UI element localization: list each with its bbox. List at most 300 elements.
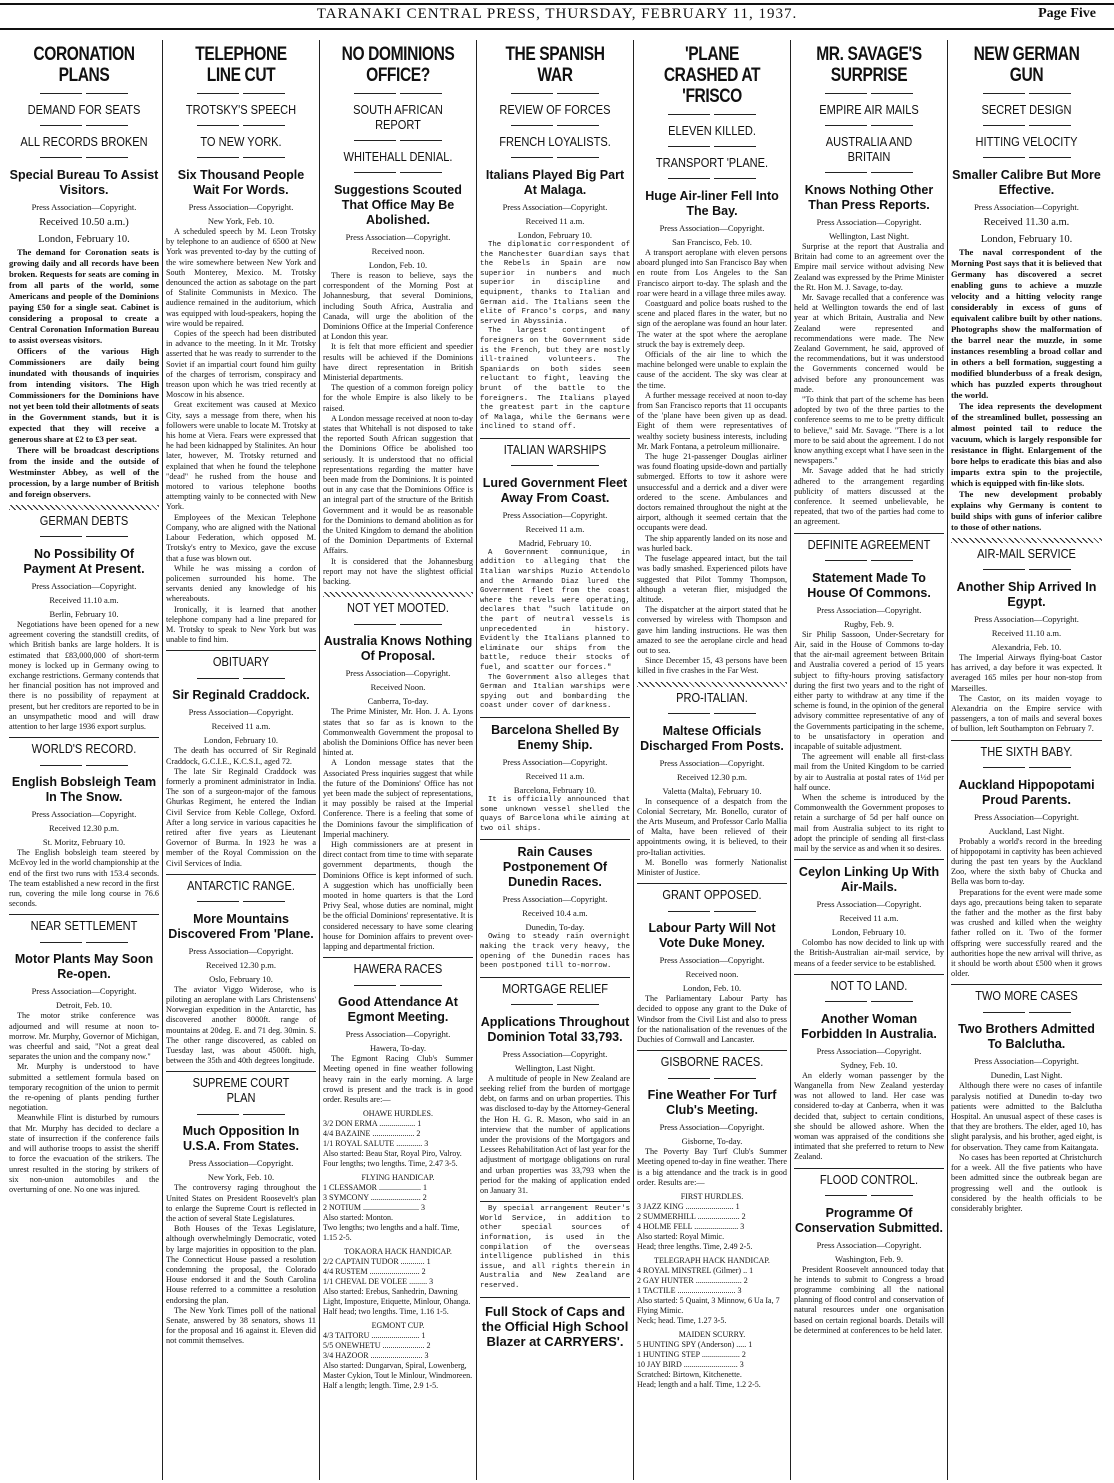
paragraph: Officials of the air line to which the machine belonged were unable to explain the cause of the accident. The sky was clear at the time. <box>637 350 787 390</box>
result-line: 1/1 CHEVAL DE VOLEE ......... 3 <box>323 1277 434 1287</box>
ornament-rule <box>637 1072 787 1083</box>
result-line: 4/3 TAITORU ........................ 1 <box>323 1331 426 1341</box>
paragraph: The death has occurred of Sir Reginald Craddock, G.C.I.E., K.C.S.I., aged 72. <box>166 746 316 766</box>
paragraph: While he was missing a cordon of policemen surrounded his home. The servants denied any knowledge of his whereabouts. <box>166 563 316 604</box>
ornament-rule <box>951 88 1102 99</box>
ornament-rule <box>9 88 159 99</box>
ornament-rule <box>166 152 316 163</box>
article-body <box>166 985 316 1067</box>
paragraph: The New York Times poll of the national Senate, answered by 38 senators, shows 11 for the proposal and 16 against it. Eleven did not commit themselves. <box>166 1305 316 1346</box>
article <box>951 538 1102 735</box>
article <box>951 984 1102 1214</box>
article <box>323 44 473 587</box>
article-deck: Good Attendance At Egmont Meeting. <box>338 995 458 1025</box>
paragraph: The English bobsleigh team steered by McEvoy led in the world championship at the end of the first two runs with 153.4 seconds. The team established a new record in the first run, covering the mile long course in 76.6 seconds. <box>9 848 159 909</box>
result-line: 2 NOTIUM ............................ 3 <box>323 1203 425 1213</box>
dateline: Press Association—Copyright. <box>816 1045 922 1056</box>
dateline: Press Association—Copyright. <box>816 899 922 910</box>
ornament-rule <box>166 896 316 907</box>
article-divider <box>166 1071 316 1072</box>
article-divider <box>323 957 473 958</box>
result-line: Also started: Monton. <box>323 1213 393 1223</box>
dateline: London, February 10. <box>517 230 593 240</box>
paragraph: Meanwhile Flint is disturbed by rumours that Mr. Murphy has decided to declare a state of insurrection if the conference fails and will authorise troops to assist the sheriff to force the evacuation of the strikers. The unrest resulted in the storing by strikers of six non-union automobiles and the overturning of one. No one was injured. <box>9 1113 159 1194</box>
article-subhead: SOUTH AFRICAN REPORT <box>353 102 443 132</box>
ornament-rule <box>794 120 944 131</box>
article-divider <box>794 974 944 975</box>
paragraph: The Government also alleges that German and Italian warships were spying out and bombarding the coast under cover of darkness. <box>480 673 630 711</box>
paragraph: The huge 21-passenger Douglas airliner was found floating upside-down and partially submerged. Efforts to tow it ashore were unsuccessful and a derrick and a diver were ordered to the scene. Ambulances and doctors remained throughout the night at the airport, although it seemed certain that the occupants were dead. <box>637 452 787 533</box>
ornament-rule <box>9 152 159 163</box>
ornament-rule <box>951 564 1102 575</box>
article-divider <box>951 538 1102 543</box>
dateline: Received 10.50 a.m.) <box>39 217 129 228</box>
paragraph: M. Bonello was formerly Nationalist Minister of Justice. <box>637 857 787 877</box>
ornament-rule <box>9 531 159 542</box>
race-name: OHAWE HURDLES. <box>362 1109 434 1119</box>
article-body <box>637 1147 787 1188</box>
result-line: Four lengths; two lengths. Time, 2.47 3-5. <box>323 1159 458 1169</box>
dateline: Press Association—Copyright. <box>31 809 137 820</box>
article-deck: Sir Reginald Craddock. <box>172 688 310 703</box>
result-line: 4 HOLME FELL ...................... 3 <box>637 1221 745 1231</box>
result-line: Also started: Erebus, Sanhedrin, Dawning Light, Imposture, Etiquette, Minlour, Ohanga. <box>323 1287 471 1307</box>
article <box>480 1201 630 1291</box>
paragraph: Officers of the various High Commissioners are daily being inundated with thousands of inquiries from intending visitors. The High Commissioners for the Dominions have not yet been told their allotments of seats in the Government stands, but it is expected that they will receive a generous share at £2 to £3 per seat. <box>9 346 159 444</box>
article-deck: No Possibility Of Payment At Present. <box>23 547 145 576</box>
dateline: Press Association—Copyright. <box>188 1158 294 1169</box>
dateline: Received 11 a.m. <box>525 523 585 534</box>
article <box>637 682 787 879</box>
article <box>794 44 944 528</box>
paragraph: The aviator Viggo Widerose, who is piloting an aeroplane with Lars Christensens' Norwegian expedition in the Antarctic, has discovered another 8000ft. range of mountains at 20deg. E. and 71 deg. 30min. S. The other range discovered, as cabled on Tuesday last, was about 4500ft. high, between the 35th and 40th degrees longitude. <box>166 984 316 1066</box>
result-line: 3 JAZZ KING ........................ 1 <box>637 1201 740 1211</box>
article-divider <box>166 650 316 651</box>
race-results <box>323 1109 473 1391</box>
ornament-rule <box>794 555 944 566</box>
article-deck: Auckland Hippopotami Proud Parents. <box>958 777 1095 807</box>
article-divider <box>794 859 944 860</box>
dateline: Dunedin, Last Night. <box>990 1070 1063 1081</box>
article-divider <box>637 883 787 884</box>
article-headline: CORONATION PLANS <box>33 44 135 86</box>
paragraph: The naval correspondent of the Morning Post says that it is believed that Germany has discovered a secret enabling guns to achieve a muzzle velocity and a hitting velocity range considerably in excess of guns of equivalent calibre built by other nations. Photographs show the malformation of the barrel near the muzzle, in some instances resembling a broad collar and in others a bell formation, suggesting a modified blunderbuss of a freak design, which has puzzled experts throughout the world. <box>951 247 1102 400</box>
race-name: MAIDEN SCURRY. <box>678 1329 746 1339</box>
article-body <box>480 1074 630 1196</box>
ornament-rule <box>323 618 473 629</box>
race-name: FLYING HANDICAP. <box>361 1173 435 1183</box>
article-body <box>480 241 630 433</box>
race-name: TELEGRAPH HACK HANDICAP. <box>654 1255 770 1265</box>
article <box>323 957 473 1391</box>
article-divider <box>9 505 159 510</box>
result-line: 4 ROYAL MINSTREL (Gilmer) .. 1 <box>637 1265 754 1275</box>
paragraph: The idea represents the development of the streamlined bullet, possessing an almost pointed tail to reduce the vacuum, which is largely responsible for resistance in flight. Enlargement of the bore helps to eradicate this bias and also imparts extra spin to the projectile, which is equipped with fin-like slots. <box>951 401 1102 488</box>
article-subhead: TRANSPORT 'PLANE. <box>655 155 769 170</box>
article-body <box>480 933 630 971</box>
ornament-rule <box>166 1108 316 1119</box>
article <box>9 505 159 732</box>
paragraph: A transport aeroplane with eleven persons aboard plunged into San Francisco Bay when en route from Los Angeles to the San Francisco airport to-day. The splash and the roar were heard in a village three miles away. <box>637 248 787 298</box>
dateline: Press Association—Copyright. <box>974 202 1079 212</box>
result-line: Head; three lengths. Time, 2.49 2-5. <box>637 1241 753 1251</box>
masthead-rule-top <box>0 3 1114 5</box>
article-headline: NEW GERMAN GUN <box>973 44 1080 86</box>
article <box>794 859 944 969</box>
ornament-rule <box>794 1190 944 1201</box>
article-deck: Knows Nothing Other Than Press Reports. <box>804 183 934 212</box>
ornament-rule <box>637 141 787 152</box>
article-subhead: GISBORNE RACES. <box>660 1054 764 1070</box>
article <box>166 44 316 645</box>
dateline: Press Association—Copyright. <box>659 1122 765 1133</box>
paragraph: The Castor, on its maiden voyage to Alexandria on the Empire service with passengers, a ton of mails and several boxes of bullion, left Southampton on February 7. <box>951 693 1102 734</box>
article-divider <box>480 839 630 840</box>
paragraph: It is considered that the Johannesburg report may not have the slightest official backing. <box>323 556 473 587</box>
dateline: Press Association—Copyright. <box>31 986 137 997</box>
paragraph: The motor strike conference was adjourned and will resume at noon to-morrow. Mr. Murphy, Governor of Michigan, was cheerful and said, "Not a great deal separates the union and the company now." <box>9 1011 159 1062</box>
ornament-rule <box>480 460 630 471</box>
dateline: Alexandria, Feb. 10. <box>991 642 1062 652</box>
paragraph: Probably a world's record in the breeding of hippopotami in captivity has been achieved during the past ten years by the Auckland Zoo, where the sixth baby of Chucka and Bella was born to-day. <box>951 836 1102 887</box>
article-divider <box>637 682 787 687</box>
paragraph: The Prime Minister, Mr. Hon. J. A. Lyons states that so far as is known to the Commonwealth Government the proposal to abolish the Dominions Office has never been hinted at. <box>323 707 473 758</box>
ornament-rule <box>9 120 159 131</box>
column-5 <box>634 40 791 1480</box>
paragraph: There is reason to believe, says the correspondent of the Morning Post at Johannesburg, that several Dominions, including South Africa, Australia and Canada, will urge the abolition of the Dominions Office at the Imperial Conference at London this year. <box>323 271 473 342</box>
article-body <box>951 837 1102 980</box>
dateline: Press Association—Copyright. <box>31 202 137 212</box>
column-1 <box>6 40 163 1480</box>
ornament-rule <box>480 88 630 99</box>
column-3 <box>320 40 477 1480</box>
advertisement: Full Stock of Caps and the Official High School Blazer at CARRYERS'. <box>481 1303 629 1349</box>
article <box>480 977 630 1196</box>
paragraph: No cases has been reported at Christchurch for a week. All the five patients who have been admitted since the outbreak began are progressing well and the outlook is considered by the health officials to be considerably brighter. <box>951 1152 1102 1213</box>
article-deck: Six Thousand People Wait For Words. <box>177 168 305 197</box>
article-divider <box>794 533 944 534</box>
article-divider <box>480 1297 630 1298</box>
article-subhead: GERMAN DEBTS <box>39 513 129 528</box>
article-subhead: THE SIXTH BABY. <box>980 743 1073 759</box>
paragraph: Ironically, it is learned that another telephone company had a line prepared for M. Trotsky to speak to New York but was unable to find him. <box>166 604 316 645</box>
dateline: London, Feb. 10. <box>368 260 428 270</box>
article-subhead: NOT TO LAND. <box>830 977 908 993</box>
dateline: Rugby, Feb. 9. <box>844 618 894 629</box>
article-body <box>951 653 1102 735</box>
article-divider <box>166 874 316 875</box>
masthead-rule-bottom <box>0 28 1114 30</box>
article-divider <box>9 914 159 915</box>
article-body <box>480 796 630 834</box>
article-headline: 'PLANE CRASHED AT 'FRISCO <box>663 44 761 107</box>
result-line: Also started: Beau Star, Royal Piro, Valroy. <box>323 1149 462 1159</box>
dateline: Received noon. <box>685 969 739 980</box>
result-line: Head; length and a half. Time, 1.2 2-5. <box>637 1379 761 1389</box>
paragraph: Both Houses of the Texas Legislature, although overwhelmingly Democratic, voted by large majorities in opposition to the plan. The Connecticut House passed a resolution condemning the proposal, the Colorado House endorsed it and the South Carolina House referred to a committee a resolution endorsing the plan. <box>166 1224 316 1305</box>
dateline: Canberra, To-day. <box>367 696 429 707</box>
article <box>166 650 316 868</box>
result-line: 4/4 RUSTEM ......................... 2 <box>323 1267 426 1277</box>
ornament-rule <box>637 173 787 184</box>
ornament-rule <box>166 88 316 99</box>
dateline: Received 11.10 a.m. <box>991 628 1062 638</box>
ornament-rule <box>480 999 630 1010</box>
result-line: 2/2 CAPTAIN TUDOR ............ 1 <box>323 1257 431 1267</box>
article-divider <box>480 977 630 978</box>
article-subhead: FLOOD CONTROL. <box>819 1171 919 1187</box>
dateline: Press Association—Copyright. <box>345 1029 451 1040</box>
result-line: Also started: Dungarvan, Spiral, Lowenberg, Master Cykion, Tout le Minlour, Windmoreen. <box>323 1361 473 1381</box>
paragraph: Mr. Savage added that he had strictly adhered to the arrangement regarding publicity of matters discussed at the conference. It seemed unbelievable, he repeated, that two of the parties had come to an agreement. <box>794 466 944 527</box>
article-subhead: OBITUARY <box>212 654 270 670</box>
article-body <box>794 1071 944 1163</box>
paragraph: The late Sir Reginald Craddock was formerly a prominent administrator in India. The son of a surgeon-major of the famous Ghurkas Regiment, he entered the Indian Civil Service from Keble College, Oxford. After a long service in various capacities he retired after five years as Lieutenant Governor of Burma. In 1923 he was a member of the Royal Commission on the Civil Services of India. <box>166 766 316 868</box>
article-subhead: MORTGAGE RELIEF <box>501 980 609 996</box>
article-body <box>166 746 316 868</box>
paragraph: A scheduled speech by M. Leon Trotsky by telephone to an audience of 6500 at New York was prevented to-day by the cutting of the wire somewhere between New York and South Monterey, Mexico. M. Trotsky denounced the action as sabotage on the part of Stalinite Communists in Mexico. The audience remained in the auditorium, which was equipped with loud-speakers, hoping the wire would be repaired. <box>166 227 316 328</box>
article <box>794 533 944 854</box>
result-line: 4/4 BAZAINE ..................... 2 <box>323 1129 421 1139</box>
result-line: Also started: 5 Quaint, 3 Minnow, 6 Ua Ia, 7 Flying Mimic. <box>637 1295 780 1315</box>
result-line: Half a length; length. Time, 2.9 1-5. <box>323 1381 439 1391</box>
dateline: Press Association—Copyright. <box>816 1239 922 1250</box>
result-line: 1 HUNTING STEP ................... 2 <box>637 1349 746 1359</box>
article <box>9 914 159 1195</box>
article-body <box>9 848 159 909</box>
column-2 <box>163 40 320 1480</box>
masthead-title: TARANAKI CENTRAL PRESS, THURSDAY, FEBRUARY 11, 1937. <box>316 6 798 22</box>
result-line: Neck; head. Time, 1.27 3-5. <box>637 1315 727 1325</box>
article-subhead: AUSTRALIA AND BRITAIN <box>825 134 913 164</box>
article-subhead: EMPIRE AIR MAILS <box>819 102 919 117</box>
article-deck: Two Brothers Admitted To Balclutha. <box>958 1022 1095 1052</box>
article <box>637 44 787 677</box>
article-deck: Statement Made To House Of Commons. <box>807 570 931 600</box>
dateline: Received noon. <box>371 246 425 256</box>
article-deck: Barcelona Shelled By Enemy Ship. <box>491 722 619 752</box>
result-line: 3 SYMCONY ......................... 2 <box>323 1193 427 1203</box>
article-subhead: TWO MORE CASES <box>975 988 1078 1004</box>
dateline: Dunedin, To-day. <box>525 922 585 933</box>
paragraph: It is felt that more efficient and speedier results will be achieved if the Dominions have direct representation in British Ministerial departments. <box>323 342 473 383</box>
dateline: Received Noon. <box>370 682 426 693</box>
article-subhead: GRANT OPPOSED. <box>662 887 762 903</box>
article <box>9 737 159 909</box>
article-body <box>9 247 159 500</box>
article-deck: Another Ship Arrived In Egypt. <box>956 580 1097 609</box>
masthead <box>0 0 1114 38</box>
dateline: Press Association—Copyright. <box>502 509 608 520</box>
article-body <box>951 247 1102 533</box>
dateline: Press Association—Copyright. <box>974 811 1079 822</box>
ornament-rule <box>9 759 159 770</box>
article <box>794 1168 944 1336</box>
paragraph: The demand for Coronation seats is growing daily and all records have been broken. Requests for seats are coming in from all parts of the world, some Americans and people of the Dominions paying £50 for a single seat. Cabinet is considering a proposal to create a Central Coronation Information Bureau to assist overseas visitors. <box>9 247 159 345</box>
article-subhead: NOT YET MOOTED. <box>347 600 449 616</box>
dateline: New York, Feb. 10. <box>207 216 275 226</box>
paragraph: The ship apparently landed on its nose and was hurled back. <box>637 533 787 553</box>
article <box>951 44 1102 533</box>
article-body <box>323 707 473 952</box>
paragraph: The fuselage appeared intact, but the tail was badly smashed. Experienced pilots have suggested that Pilot Tommy Thompson, although a veteran flier, misjudged the altitude. <box>637 554 787 604</box>
column-4 <box>477 40 634 1480</box>
article-headline: MR. SAVAGE'S SURPRISE <box>816 44 922 86</box>
paragraph: Owing to steady rain overnight making the track very heavy, the opening of the Dunedin races has been postponed till to-morrow. <box>480 933 630 971</box>
paragraph: A multitude of people in New Zealand are seeking relief from the burden of mortgage debt, on farms and on urban properties. This was disclosed to-day by the Attorney-General the Hon H. G. R. Mason, who said in an interview that the number of applications under the provisions of the Mortgagors and Lessees Rehabilitation Act of last year for the adjustment of mortgage obligations on rural and urban properties was 33,793 when the period for the making of application ended on January 31. <box>480 1073 630 1195</box>
dateline: London, Feb. 10. <box>682 983 742 994</box>
race-name: EGMONT CUP. <box>371 1321 425 1331</box>
paragraph: Mr. Murphy is understood to have submitted a settlement formula based on temporary recognition of the union to permit the re-opening of plants pending further negotiation. <box>9 1062 159 1113</box>
article-deck: Motor Plants May Soon Re-open. <box>14 952 154 982</box>
paragraph: A London message states that the Associated Press inquiries suggest that while the future of the Dominions' Office has not yet been made the subject of representations, it may possibly be raised at the Imperial Conference. There is a feeling that some of the Dominions favour the simplification of Imperial machinery. <box>323 758 473 839</box>
article-divider <box>480 717 630 718</box>
ornament-rule <box>637 109 787 120</box>
article-headline: TELEPHONE LINE CUT <box>195 44 287 86</box>
article <box>480 839 630 971</box>
paragraph: In consequence of a despatch from the Colonial Secretary, Mr. Bonello, curator of the Arts Museum, and Professor Carlo Mallia of Malta, have been relieved of their appointments owing, it is believed, to their pro-Italian activities. <box>637 796 787 857</box>
dateline: Received 11 a.m. <box>211 721 271 732</box>
article-deck: Lured Government Fleet Away From Coast. <box>482 475 628 505</box>
paragraph: The Parliamentary Labour Party has decided to oppose any grant to the Duke of Windsor from the Civil List and also to press for the nationalisation of the revenues of the Duchies of Cornwall and Lancaster. <box>637 994 787 1044</box>
article-deck: Italians Played Big Part At Malaga. <box>485 168 625 197</box>
article <box>951 740 1102 980</box>
ornament-rule <box>637 708 787 719</box>
dateline: London, February 10. <box>980 234 1073 245</box>
article <box>480 717 630 834</box>
article-body <box>794 1265 944 1336</box>
article-body <box>9 1011 159 1195</box>
dateline: Press Association—Copyright. <box>816 604 922 615</box>
paragraph: The Egmont Racing Club's Summer Meeting opened in fine weather following heavy rain in the early morning. A large crowd is present and the track is in good order. Results are:— <box>323 1054 473 1104</box>
article-deck: Much Opposition In U.S.A. From States. <box>182 1124 300 1154</box>
article-divider <box>951 984 1102 985</box>
article-body <box>794 938 944 969</box>
paragraph: An elderly woman passenger by the Wanganella from New Zealand yesterday was not allowed to land. Her case was considered to-day at Canberra, when it was decided that, subject to certain conditions, she should be allowed ashore. When the woman was appraised of the conditions she intimated that she preferred to return to New Zealand. <box>794 1070 944 1162</box>
article-subhead: PRO-ITALIAN. <box>676 689 748 705</box>
article-body <box>166 1183 316 1346</box>
paragraph: The question of a common foreign policy for the whole Empire is also likely to be raised. <box>323 383 473 413</box>
article-deck: Special Bureau To Assist Visitors. <box>9 168 159 197</box>
article <box>166 1071 316 1346</box>
paragraph: The Poverty Bay Turf Club's Summer Meeting opened to-day in fine weather. There is a big attendance and the track is in good order. Results are:— <box>637 1147 787 1187</box>
dateline: Press Association—Copyright. <box>188 707 294 718</box>
dateline: Press Association—Copyright. <box>502 1048 608 1059</box>
article-subhead: DEFINITE AGREEMENT <box>807 536 931 552</box>
dateline: Press Association—Copyright. <box>502 756 608 767</box>
dateline: Received 12.30 p.m. <box>676 771 748 782</box>
article <box>9 44 159 500</box>
ornament-rule <box>794 88 944 99</box>
ornament-rule <box>480 120 630 131</box>
paragraph: Mr. Savage recalled that a conference was held at Wellington towards the end of last year at which Britain, Australia and New Zealand were represented and recommendations were made. The New Zealand Government, he said, approved of the recommendations, but it was understood the Governments concerned would be advised before any pronouncement was made. <box>794 293 944 394</box>
article-subhead: TO NEW YORK. <box>200 134 282 149</box>
result-line: 3/4 HAZOOR .......................... 3 <box>323 1351 429 1361</box>
dateline: Wellington, Last Night. <box>514 1062 596 1073</box>
result-line: 3/2 DON ERMA .................. 1 <box>323 1119 422 1129</box>
paragraph: Sir Philip Sassoon, Under-Secretary for Air, said in the House of Commons to-day that the air-mail agreement between Britain and Australia covered a period of 15 years subject to fifty-hours proving satisfactory during the first two years and to the right of either party to withdraw at any time if the scheme is found, in the opinion of the general advisory committee representative of any of the Governments participating in the scheme, to be unsatisfactory in operation and incapable of suitable adjustment. <box>794 629 944 751</box>
result-line: 1/1 ROYAL SALUTE ............. 3 <box>323 1139 429 1149</box>
dateline: Press Association—Copyright. <box>31 581 137 591</box>
ornament-rule <box>480 152 630 163</box>
paragraph: "To think that part of the scheme has been adopted by two of the three parties to the conference seems to me to be pretty difficult to believe," said Mr. Savage. "There is a lot more to be said about the agreement. I do not know anything except what I have seen in the newspapers." <box>794 395 944 466</box>
ornament-rule <box>951 1006 1102 1017</box>
article-divider <box>480 1201 630 1202</box>
ornament-rule <box>951 762 1102 773</box>
dateline: St. Moritz, February 10. <box>42 837 126 848</box>
paragraph: When the scheme is introduced by the Commonwealth the Government proposes to retain a surcharge of 5d per half ounce on mail from Australia subject to its right to adopt the principle of sending all first-class mail by the service as and when it so desires. <box>794 792 944 853</box>
ornament-rule <box>166 672 316 683</box>
dateline: Received 10.4 a.m. <box>522 908 588 919</box>
article-subhead: HITTING VELOCITY <box>975 134 1078 149</box>
article-subhead: TROTSKY'S SPEECH <box>185 102 297 117</box>
article-deck: Fine Weather For Turf Club's Meeting. <box>647 1088 777 1118</box>
article-deck: Rain Causes Postponement Of Dunedin Races. <box>502 845 608 890</box>
paragraph: A further message received at noon to-day from San Francisco reports that 11 occupants of the 'plane have been given up as dead. Eight of them were representatives of wealthy society business interests, including Mr. Mark Fontana, a petroleum millionaire. <box>637 390 787 451</box>
article-divider <box>323 592 473 597</box>
dateline: Gisborne, To-day. <box>681 1136 743 1147</box>
ornament-rule <box>794 167 944 178</box>
paragraph: The new development probably explains why Germany is content to build ships with guns of inferior calibre to those of other nations. <box>951 489 1102 532</box>
dateline: Received 12.30 p.m. <box>48 823 120 834</box>
dateline: Received 11 a.m. <box>525 216 585 226</box>
dateline: Valetta (Malta), February 10. <box>662 785 762 796</box>
paragraph: Although there were no cases of infantile paralysis notified at Dunedin to-day two patients were admitted to the Balclutha Hospital. An unusual aspect of these cases is that they are brothers. The elder, aged 10, has slight paralysis, and his brother, aged eight, is for observation. They came from Kaitangata. <box>951 1081 1102 1152</box>
article <box>480 44 630 433</box>
article-deck: Programme Of Conservation Submitted. <box>795 1205 943 1235</box>
paragraph: Coastguard and police boats rushed to the scene and placed flares in the water, but no sign of the aeroplane was found an hour later. The water at the spot where the aeroplane struck the bay is extremely deep. <box>637 299 787 349</box>
dateline: London, February 10. <box>831 927 907 938</box>
article-deck: Applications Throughout Dominion Total 33,793. <box>480 1014 630 1044</box>
article-subhead: WHITEHALL DENIAL. <box>343 149 453 164</box>
paragraph: Copies of the speech had been distributed in advance to the meeting. In it Mr. Trotsky asserted that he was ready to surrender to the Soviet if an impartial court found him guilty of the charges of terrorism, conspiracy and treason upon which he was tried recently at Moscow in his absence. <box>166 329 316 400</box>
dateline: Received 11 a.m. <box>525 770 585 781</box>
result-line: 2 SUMMERHILL ..................... 2 <box>637 1211 746 1221</box>
dateline: Barcelona, February 10. <box>513 784 597 795</box>
article-deck: Labour Party Will Not Vote Duke Money. <box>648 921 776 951</box>
paragraph: Employees of the Mexican Telephone Company, who are aligned with the National Labour Federation, which opposed M. Trotsky's entry to Mexico, gave the excuse that a fuse was blown out. <box>166 512 316 563</box>
dateline: Press Association—Copyright. <box>502 894 608 905</box>
article-subhead: ELEVEN KILLED. <box>668 123 756 138</box>
article <box>637 1050 787 1390</box>
paragraph: Negotiations have been opened for a new agreement covering the standstill credits, of which British banks are large holders. It is estimated that £83,000,000 of short-term money is locked up in Germany owing to exchange restrictions. Germany contends that her financial position has not improved and there is no possibility of repayment at present, but her creditors are reported to be in an unsympathetic mood and will draw attention to her large 1936 export surplus. <box>9 620 159 732</box>
dateline: London, February 10. <box>38 234 130 245</box>
dateline: New York, Feb. 10. <box>207 1172 275 1183</box>
dateline: Received 12.30 p.m. <box>205 959 277 970</box>
result-line: 2 GAY HUNTER ....................... 2 <box>637 1275 748 1285</box>
article-body <box>637 797 787 879</box>
article-deck: Ceylon Linking Up With Air-Mails. <box>798 865 940 895</box>
paragraph: Surprise at the report that Australia and Britain had come to an agreement over the Empire mail service without advising New Zealand was expressed by the Prime Minister the Rt. Hon M. J. Savage, to-day. <box>794 242 944 292</box>
paragraph: The dispatcher at the airport stated that he conversed by wireless with Thompson and gave him landing instructions. He was then amazed to see the aeroplane circle and head out to sea. <box>637 605 787 655</box>
article-headline: THE SPANISH WAR <box>505 44 605 86</box>
article-subhead: REVIEW OF FORCES <box>499 102 611 117</box>
dateline: Received 11.10 a.m. <box>49 595 119 605</box>
article-headline: NO DOMINIONS OFFICE? <box>341 44 455 86</box>
dateline: Hawera, To-day. <box>369 1043 427 1054</box>
ornament-rule <box>323 979 473 990</box>
article-subhead: AIR-MAIL SERVICE <box>977 546 1076 561</box>
race-name: FIRST HURDLES. <box>680 1191 744 1201</box>
paragraph: There will be broadcast descriptions from the inside and the outside of Westminster Abbey, as well of the procession, by a large number of British and foreign observers. <box>9 445 159 499</box>
paragraph: Since December 15, 43 persons have been killed in five crashes in the Far West. <box>637 656 787 676</box>
dateline: Washington, Feb. 9. <box>834 1253 904 1264</box>
article-body <box>794 242 944 528</box>
article-deck: Australia Knows Nothing Of Proposal. <box>323 634 473 664</box>
article-body <box>637 994 787 1045</box>
result-line: Half head; two lengths. Time, 1.16 1-5. <box>323 1307 449 1317</box>
paragraph: A Government communique, in addition to alleging that the Italian warships Muzio Attendolo and the Armando Diaz lured the Government fleet from the coast where the revels were operating, declares that "such latitude on the part of neutral vessels is unprecedented in history. Evidently the Italians planned to eliminate our ships from the battle, reduce their stocks of fuel, and scatter our forces." <box>480 548 630 672</box>
